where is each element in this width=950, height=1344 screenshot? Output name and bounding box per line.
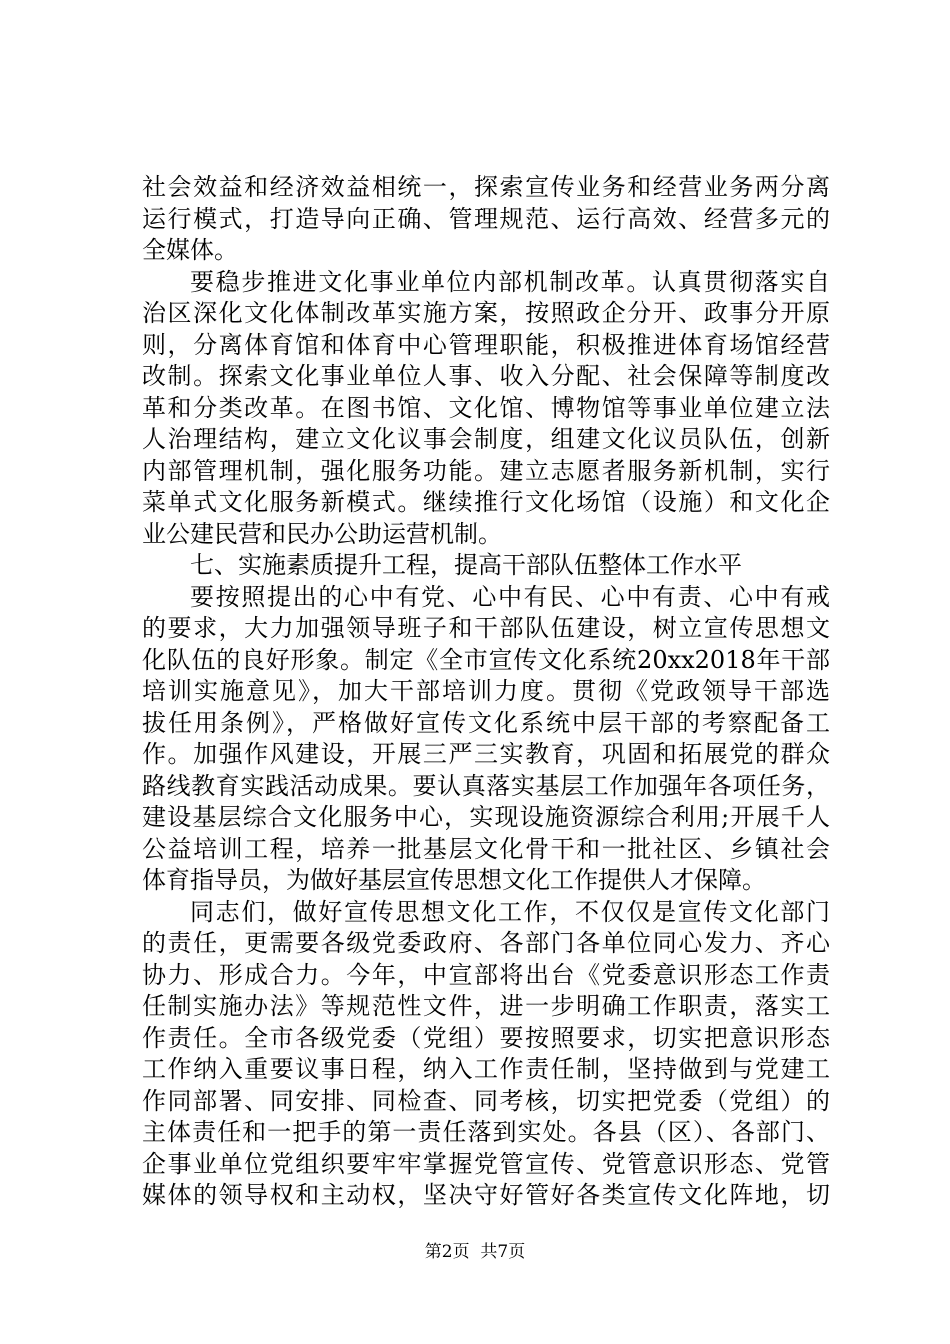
text-line: 改制。探索文化事业单位人事、收入分配、社会保障等制度改 bbox=[142, 362, 830, 390]
text-line: 运行模式，打造导向正确、管理规范、运行高效、经营多元的 bbox=[142, 204, 830, 233]
document-body bbox=[142, 172, 830, 1212]
page-number-label: 第2页 共7页 bbox=[424, 1242, 526, 1262]
text-line: 化队伍的良好形象。制定《全市宣传文化系统20xx2018年干部 bbox=[142, 645, 830, 674]
text-line: 作同部署、同安排、同检查、同考核，切实把党委（党组）的 bbox=[142, 1086, 830, 1115]
text-line: 的要求，大力加强领导班子和干部队伍建设，树立宣传思想文 bbox=[142, 614, 830, 642]
text-line: 内部管理机制，强化服务功能。建立志愿者服务新机制，实行 bbox=[142, 456, 830, 485]
text-line: 业公建民营和民办公助运营机制。 bbox=[142, 519, 502, 548]
text-line: 企事业单位党组织要牢牢掌握党管宣传、党管意识形态、党管 bbox=[142, 1149, 830, 1178]
text-line: 人治理结构，建立文化议事会制度，组建文化议员队伍，创新 bbox=[142, 425, 830, 453]
text-line: 要按照提出的心中有党、心中有民、心中有责、心中有戒 bbox=[190, 582, 830, 611]
text-line: 菜单式文化服务新模式。继续推行文化场馆（设施）和文化企 bbox=[142, 488, 830, 516]
text-line: 治区深化文化体制改革实施方案，按照政企分开、政事分开原 bbox=[142, 299, 830, 327]
text-line: 主体责任和一把手的第一责任落到实处。各县（区）、各部门、 bbox=[142, 1118, 830, 1146]
text-line: 任制实施办法》等规范性文件，进一步明确工作职责，落实工 bbox=[142, 992, 830, 1020]
text-line: 建设基层综合文化服务中心，实现设施资源综合利用;开展千人 bbox=[142, 803, 830, 831]
text-line: 要稳步推进文化事业单位内部机制改革。认真贯彻落实自 bbox=[190, 267, 830, 296]
text-line: 体育指导员，为做好基层宣传思想文化工作提供人才保障。 bbox=[142, 866, 766, 894]
text-line: 社会效益和经济效益相统一，探索宣传业务和经营业务两分离 bbox=[142, 173, 830, 201]
text-line: 作。加强作风建设，开展三严三实教育，巩固和拓展党的群众 bbox=[142, 740, 830, 768]
page-footer bbox=[0, 1240, 950, 1264]
text-line: 七、实施素质提升工程，提高干部队伍整体工作水平 bbox=[190, 551, 742, 579]
text-line: 媒体的领导权和主动权，坚决守好管好各类宣传文化阵地，切 bbox=[142, 1181, 830, 1209]
text-line: 拔任用条例》，严格做好宣传文化系统中层干部的考察配备工 bbox=[142, 708, 830, 737]
text-line: 则，分离体育馆和体育中心管理职能，积极推进体育场馆经营 bbox=[142, 330, 830, 359]
text-line: 全媒体。 bbox=[142, 236, 238, 264]
text-line: 同志们，做好宣传思想文化工作，不仅仅是宣传文化部门 bbox=[190, 897, 830, 926]
text-line: 路线教育实践活动成果。要认真落实基层工作加强年各项任务， bbox=[142, 771, 830, 800]
text-line: 作责任。全市各级党委（党组）要按照要求，切实把意识形态 bbox=[142, 1023, 830, 1052]
text-line: 公益培训工程，培养一批基层文化骨干和一批社区、乡镇社会 bbox=[142, 834, 830, 863]
text-line: 革和分类改革。在图书馆、文化馆、博物馆等事业单位建立法 bbox=[142, 393, 830, 422]
text-line: 的责任，更需要各级党委政府、各部门各单位同心发力、齐心 bbox=[142, 929, 830, 957]
text-line: 工作纳入重要议事日程，纳入工作责任制，坚持做到与党建工 bbox=[142, 1055, 830, 1083]
text-line: 培训实施意见》，加大干部培训力度。贯彻《党政领导干部选 bbox=[142, 677, 830, 705]
text-line: 协力、形成合力。今年，中宣部将出台《党委意识形态工作责 bbox=[142, 960, 830, 989]
